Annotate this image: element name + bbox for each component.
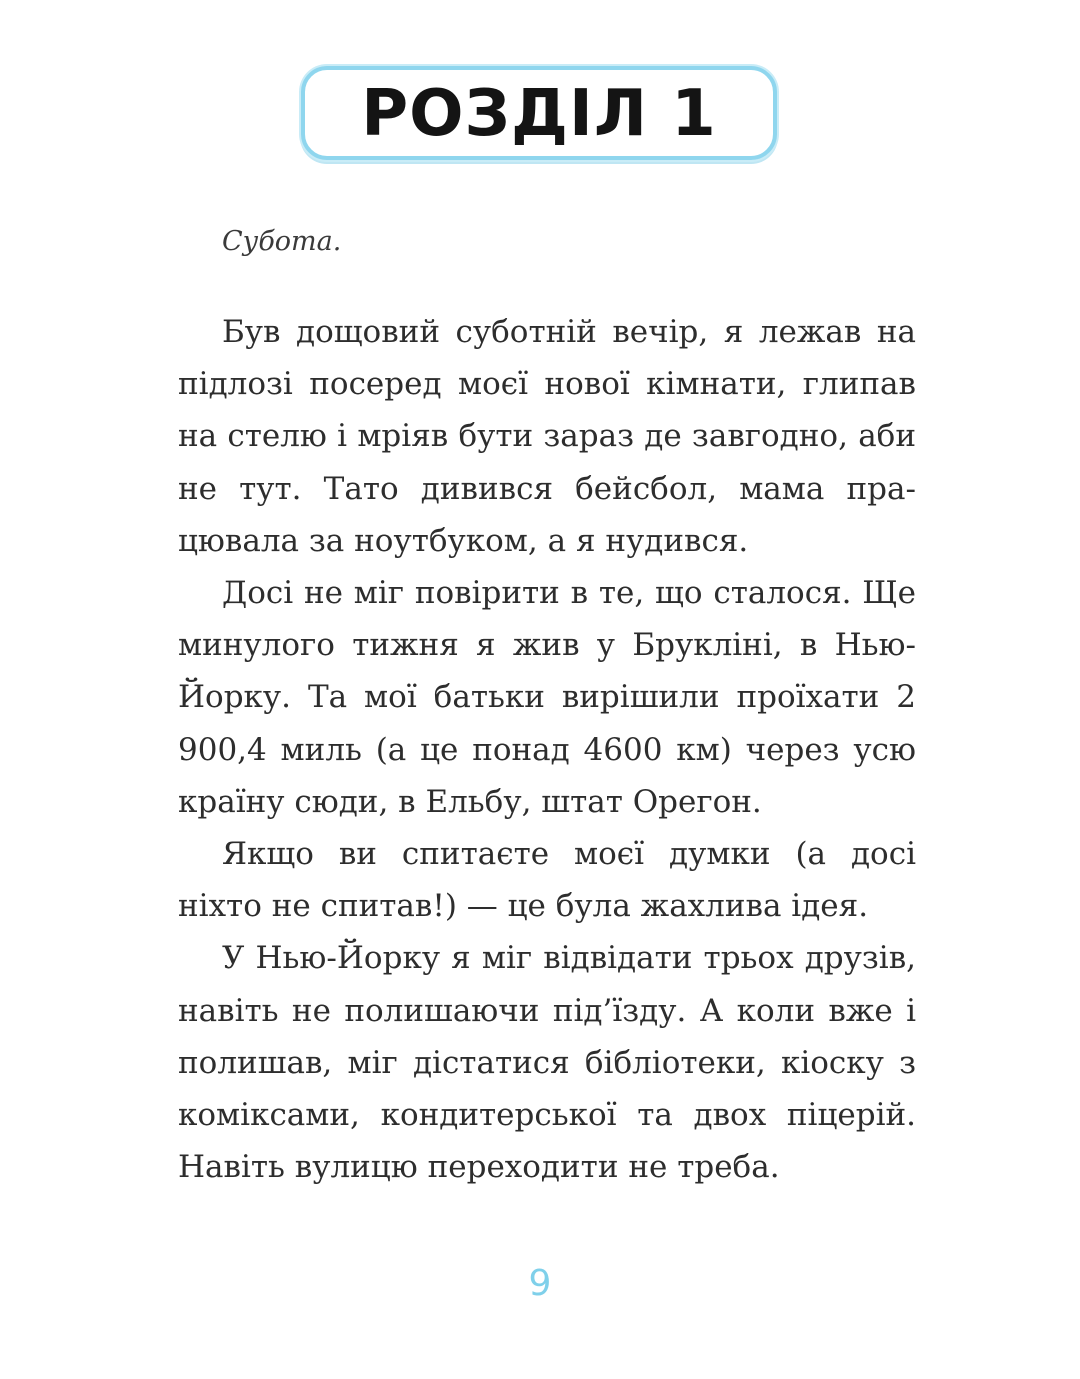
chapter-title: РОЗДІЛ 1 [361,77,717,151]
day-subtitle: Субота. [222,226,342,257]
chapter-heading-box [301,66,777,160]
paragraph: Був дощовий суботній вечір, я лежав на підлозі посеред моєї нової кімнати, глипав на стелю і мріяв бути зараз де завгодно, аби не тут. Тато дивився бейсбол, мама працювала за ноутбуком, а я нудився. [178,314,916,559]
body-text [178,306,916,1193]
page-number: 9 [528,1263,552,1304]
paragraph: Якщо ви спитаєте моєї думки (а досі ніхто не спитав!) — це була жахлива ідея. [178,836,916,925]
paragraph: Досі не міг повірити в те, що сталося. Ще минулого тижня я жив у Брукліні, в Нью-Йорку. Та мої батьки вирішили проїхати 2 900,4 миль (а це понад 4600 км) через усю країну сюди, в Ельбу, штат Орегон. [178,575,916,820]
paragraph: У Нью-Йорку я міг відвідати трьох друзів, навіть не полишаючи під’їзду. А коли вже і полишав, міг дістатися бібліотеки, кіоску з коміксами, кондитерської та двох піцерій. Навіть вулицю переходити не треба. [178,940,916,1186]
